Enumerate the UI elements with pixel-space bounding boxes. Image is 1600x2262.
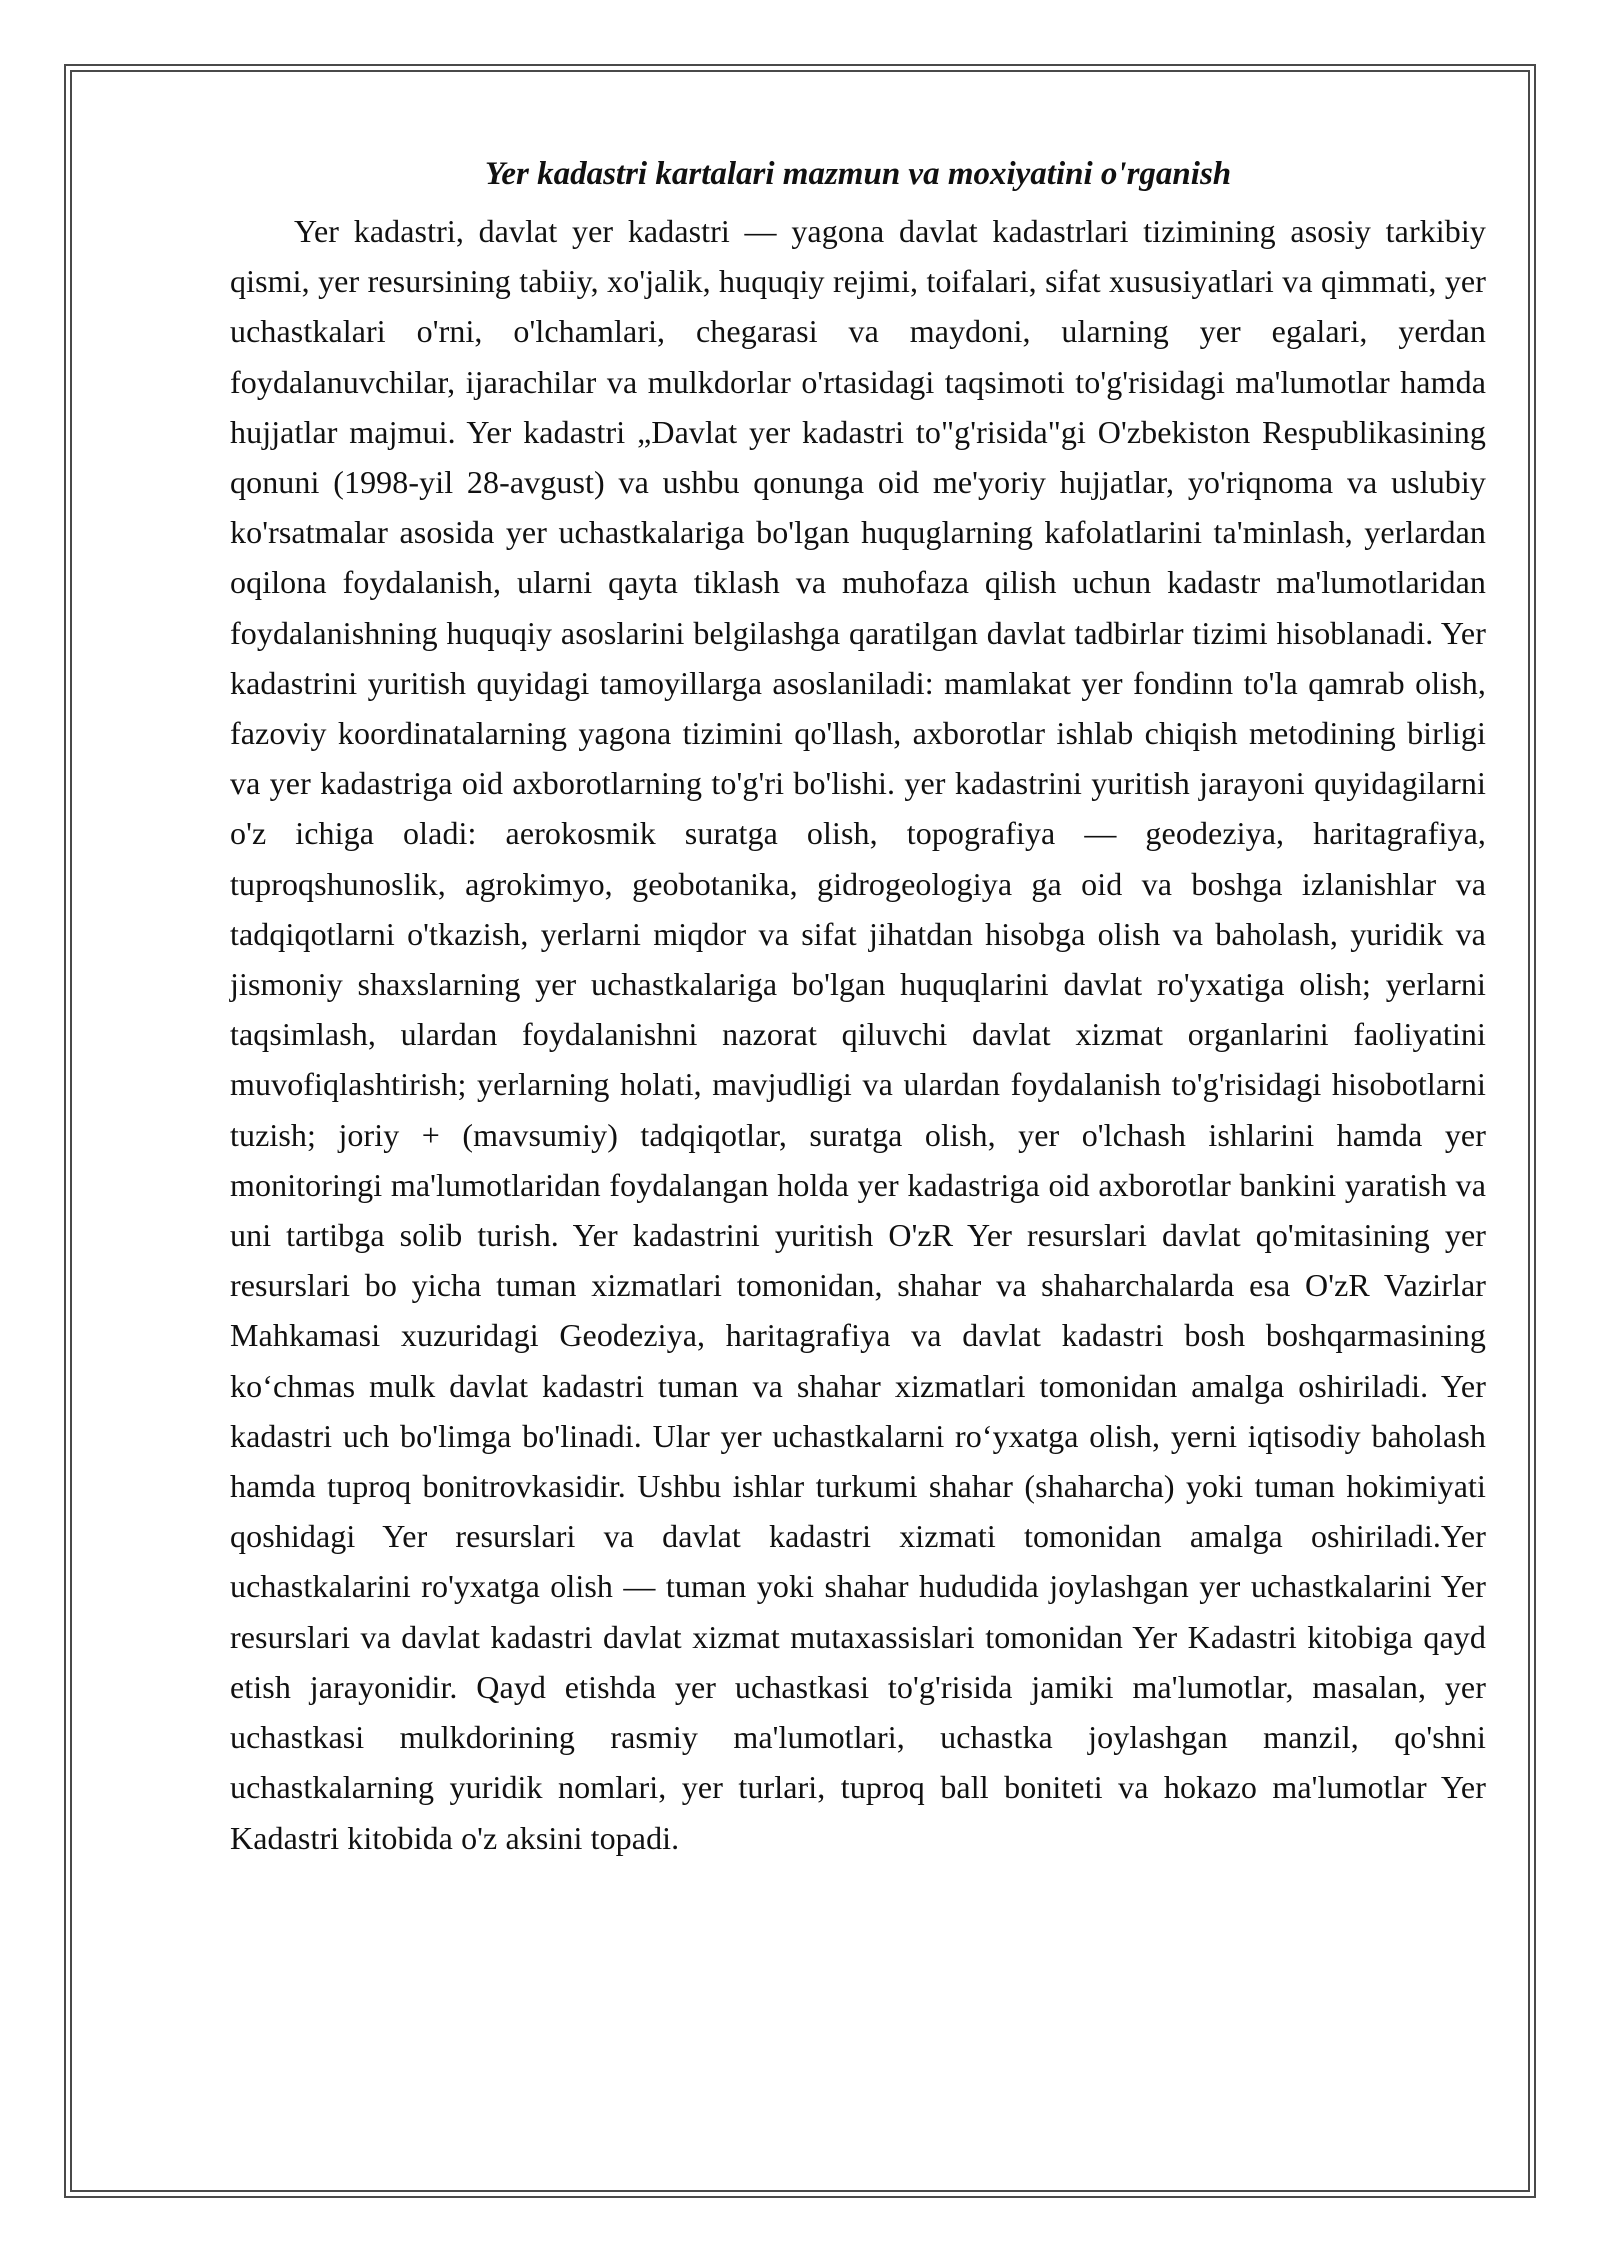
document-body-paragraph: Yer kadastri, davlat yer kadastri — yagona davlat kadastrlari tizimining asosiy tarkibiy qismi, yer resursining tabiiy, xo'jalik, huquqiy rejimi, toifalari, sifat xususiyatlari va qimmati, yer uchastkalari o'rni, o'lchamlari, chegarasi va maydoni, ularning yer egalari, yerdan foydalanuvchilar, ijarachilar va mulkdorlar o'rtasidagi taqsimoti to'g'risidagi ma'lumotlar hamda hujjatlar majmui. Yer kadastri „Davlat yer kadastri to"g'risida"gi O'zbekiston Respublikasining qonuni (1998-yil 28-avgust) va ushbu qonunga oid me'yoriy hujjatlar, yo'riqnoma va uslubiy ko'rsatmalar asosida yer uchastkalariga bo'lgan huquglarning kafolatlarini ta'minlash, yerlardan oqilona foydalanish, ularni qayta tiklash va muhofaza qilish uchun kadastr ma'lumotlaridan foydalanishning huquqiy asoslarini belgilashga qaratilgan davlat tadbirlar tizimi hisoblanadi. Yer kadastrini yuritish quyidagi tamoyillarga asoslaniladi: mamlakat yer fondinn to'la qamrab olish, fazoviy koordinatalarning yagona tizimini qo'llash, axborotlar ishlab chiqish metodining birligi va yer kadastriga oid axborotlarning to'g'ri bo'lishi. yer kadastrini yuritish jarayoni quyidagilarni o'z ichiga oladi: aerokosmik suratga olish, topografiya — geodeziya, haritagrafiya, tuproqshunoslik, agrokimyo, geobotanika, gidrogeologiya ga oid va boshga izlanishlar va tadqiqotlarni o'tkazish, yerlarni miqdor va sifat jihatdan hisobga olish va baholash, yuridik va jismoniy shaxslarning yer uchastkalariga bo'lgan huquqlarini davlat ro'yxatiga olish; yerlarni taqsimlash, ulardan foydalanishni nazorat qiluvchi davlat xizmat organlarini faoliyatini muvofiqlashtirish; yerlarning holati, mavjudligi va ulardan foydalanish to'g'risidagi hisobotlarni tuzish; joriy + (mavsumiy) tadqiqotlar, suratga olish, yer o'lchash ishlarini hamda yer monitoringi ma'lumotlaridan foydalangan holda yer kadastriga oid axborotlar bankini yaratish va uni tartibga solib turish. Yer kadastrini yuritish O'zR Yer resurslari davlat qo'mitasining yer resurslari bo yicha tuman xizmatlari tomonidan, shahar va shaharchalarda esa O'zR Vazirlar Mahkamasi xuzuridagi Geodeziya, haritagrafiya va davlat kadastri bosh boshqarmasining ko‘chmas mulk davlat kadastri tuman va shahar xizmatlari tomonidan amalga oshiriladi. Yer kadastri uch bo'limga bo'linadi. Ular yer uchastkalarni ro‘yxatga olish, yerni iqtisodiy baholash hamda tuproq bonitrovkasidir. Ushbu ishlar turkumi shahar (shaharcha) yoki tuman hokimiyati qoshidagi Yer resurslari va davlat kadastri xizmati tomonidan amalga oshiriladi.Yer uchastkalarini ro'yxatga olish — tuman yoki shahar hududida joylashgan yer uchastkalarini Yer resurslari va davlat kadastri davlat xizmat mutaxassislari tomonidan Yer Kadastri kitobiga qayd etish jarayonidir. Qayd etishda yer uchastkasi to'g'risida jamiki ma'lumotlar, masalan, yer uchastkasi mulkdorining rasmiy ma'lumotlari, uchastka joylashgan manzil, qo'shni uchastkalarning yuridik nomlari, yer turlari, tuproq ball boniteti va hokazo ma'lumotlar Yer Kadastri kitobida o'z aksini topadi. <box>230 213 1486 1856</box>
document-content <box>230 152 1486 1863</box>
document-title: Yer kadastri kartalari mazmun va moxiyatini o'rganish <box>484 156 1232 192</box>
